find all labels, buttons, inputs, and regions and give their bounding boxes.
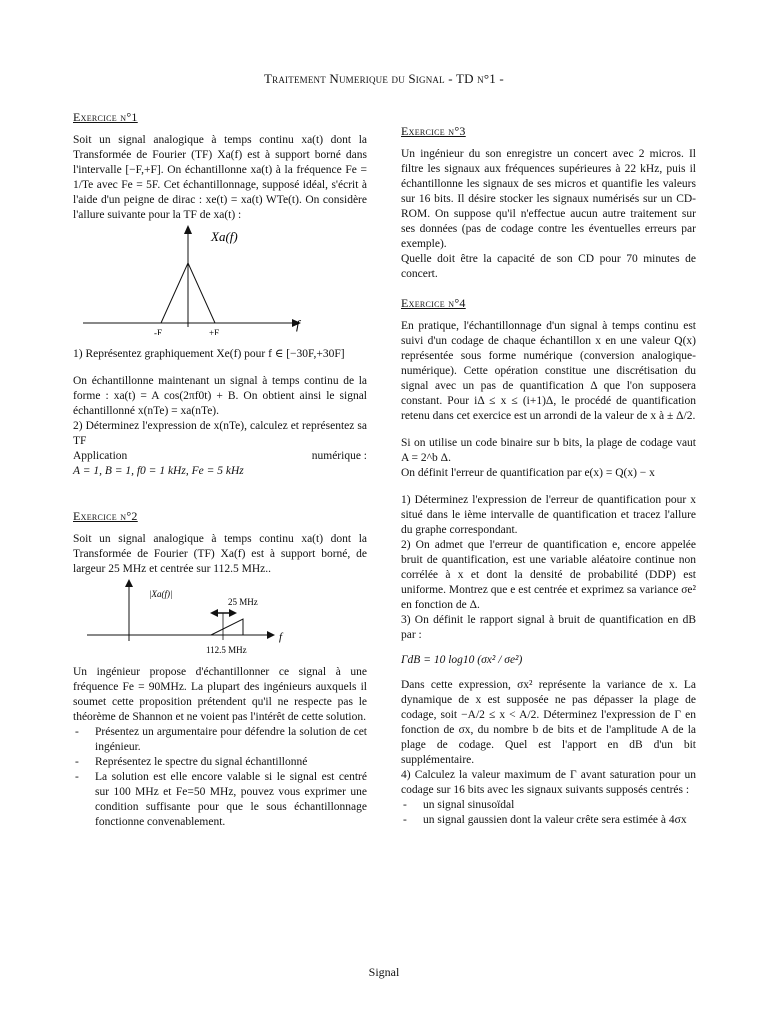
spectrum-2-ylabel: |Xa(f)| — [149, 589, 173, 599]
list-item: - un signal gaussien dont la valeur crête sera estimée à 4σx — [401, 813, 696, 828]
exercise-4-intro: En pratique, l'échantillonnage d'un signal à temps continu est suivi d'un codage de chaque échantillon x en une valeur Q(x) représentée sous forme numérique (conversion analogique-numérique). Cette opération constitue une discrétisation du signal avec un pas de quantification Δ que l'on supposera constant. Pour iΔ ≤ x ≤ (i+1)Δ, le procédé de quantification retenu dans cet exercice est un arrondi de la valeur de x à ± Δ/2. — [401, 320, 696, 422]
exercise-2-intro: Soit un signal analogique à temps continu xa(t) dont la Transformée de Fourier (TF) Xa(f) est à support borné, de largeur 25 MHz et centrée sur 112.5 MHz.. — [73, 533, 367, 575]
snr-formula: ΓdB = 10 log10 (σx² / σe²) — [401, 654, 523, 666]
exercise-2-heading: Exercice n°2 — [73, 509, 138, 523]
spectrum-1-tick-neg: -F — [154, 328, 163, 335]
application-values: A = 1, B = 1, f0 = 1 kHz, Fe = 5 kHz — [73, 465, 244, 477]
list-item: - Présentez un argumentaire pour défendre la solution de cet ingénieur. — [73, 725, 367, 755]
exercise-4-question-2: 2) On admet que l'erreur de quantification e, encore appelée bruit de quantification, est une variable aléatoire continue non corrélée à x et dont la densité de probabilité (DDP) est uniforme. Montrez que e est centrée et exprimez sa variance σe² en fonction de Δ. — [401, 539, 696, 611]
exercise-4-variance-text: Dans cette expression, σx² représente la variance de x. La dynamique de x est supposée ne pas dépasser la plage de codage, soit −A/2 ≤ x < A/2. Déterminez l'expression de Γ en fonction de σx, du nombre b de bits et de l'amplitude A de la plage de codage. Quel est l'apport en dB d'un bit supplémentaire. — [401, 679, 696, 766]
exercise-4-question-1: 1) Déterminez l'expression de l'erreur de quantification pour x situé dans le ième intervalle de quantification et tracez l'allure du graphe correspondant. — [401, 494, 696, 536]
page-title: Traitement Numerique du Signal - TD n°1 - — [264, 71, 504, 86]
application-label-2: numérique : — [311, 450, 367, 462]
exercise-4-question-3: 3) On définit le rapport signal à bruit de quantification en dB par : — [401, 614, 696, 641]
exercise-1-intro: Soit un signal analogique à temps continu xa(t) dont la Transformée de Fourier (TF) Xa(f) est à support borné dans l'intervalle [−F,+F]. On échantillonne xa(t) à la fréquence Fe = 1/Te avec Fe = 5F. Cet échantillonnage, supposé idéal, s'écrit à l'aide d'un peigne de dirac : xe(t) = xa(t) WTe(t). On considère l'allure suivante pour la TF de xa(t) : — [73, 134, 367, 221]
exercise-3-heading: Exercice n°3 — [401, 124, 466, 138]
list-item: - La solution est elle encore valable si le signal est centré sur 100 MHz et Fe=50 MHz, pouvez vous exprimer une condition suffisante pour que le sous échantillonnage fonctionne convenablement. — [73, 770, 367, 830]
exercise-1-sampling-text: On échantillonne maintenant un signal à temps continu de la forme : xa(t) = A cos(2πf0t) + B. On obtient ainsi le signal échantillonné x(nTe) = xa(nTe). — [73, 375, 367, 417]
spectrum-figure-2 — [73, 577, 367, 657]
right-column — [401, 124, 696, 828]
spectrum-2-xlabel: f — [279, 631, 283, 643]
spectrum-1-tick-pos: +F — [209, 328, 220, 335]
exercise-4-question-4: 4) Calculez la valeur maximum de Γ avant saturation pour un codage sur 16 bits avec les signaux suivants supposés centrés : — [401, 769, 696, 796]
exercise-1-question-2: 2) Déterminez l'expression de x(nTe), calculez et représentez sa TF — [73, 420, 367, 447]
list-item: - Représentez le spectre du signal échantillonné — [73, 755, 367, 770]
spectrum-1-xlabel: f — [296, 317, 300, 332]
exercise-2-list — [73, 725, 367, 830]
exercise-4-error-definition: On définit l'erreur de quantification par e(x) = Q(x) − x — [401, 467, 655, 479]
spectrum-2-width-label: 25 MHz — [228, 597, 258, 607]
spectrum-figure-1 — [73, 223, 367, 335]
exercise-4-coding-range: Si on utilise un code binaire sur b bits, la plage de codage vaut A = 2^b Δ. — [401, 437, 696, 464]
exercise-3-question: Quelle doit être la capacité de son CD pour 70 minutes de concert. — [401, 253, 696, 280]
exercise-4-heading: Exercice n°4 — [401, 296, 466, 310]
spectrum-2-center-label: 112.5 MHz — [206, 645, 247, 655]
exercise-2-proposal: Un ingénieur propose d'échantillonner ce signal à une fréquence Fe = 90MHz. La plupart des ingénieurs auxquels il soumet cette proposition prétendent qu'il ne respecte pas le théorème de Shannon et ne voient pas l'intérêt de cette solution. — [73, 666, 367, 723]
page-footer: Signal — [368, 965, 400, 979]
exercise-3-text: Un ingénieur du son enregistre un concert avec 2 micros. Il filtre les signaux aux fréquences supérieures à 22 kHz, puis il échantillonne les signaux de ses micros et quantifie les valeurs sur 16 bits. Il désire stocker les signaux numérisés sur un CD-ROM. On suppose qu'il n'effectue aucun autre traitement sur ses données (pas de codage contre les éventuelles erreurs par exemple). — [401, 148, 696, 250]
list-item: - un signal sinusoïdal — [401, 798, 696, 813]
exercise-1-question-1: 1) Représentez graphiquement Xe(f) pour f ∈ [−30F,+30F] — [73, 348, 345, 360]
exercise-4-list — [401, 798, 696, 828]
left-column — [73, 110, 367, 830]
application-row — [73, 449, 367, 464]
application-label: Application — [73, 450, 128, 462]
exercise-1-heading: Exercice n°1 — [73, 110, 138, 124]
spectrum-1-ylabel: Xa(f) — [211, 229, 238, 244]
